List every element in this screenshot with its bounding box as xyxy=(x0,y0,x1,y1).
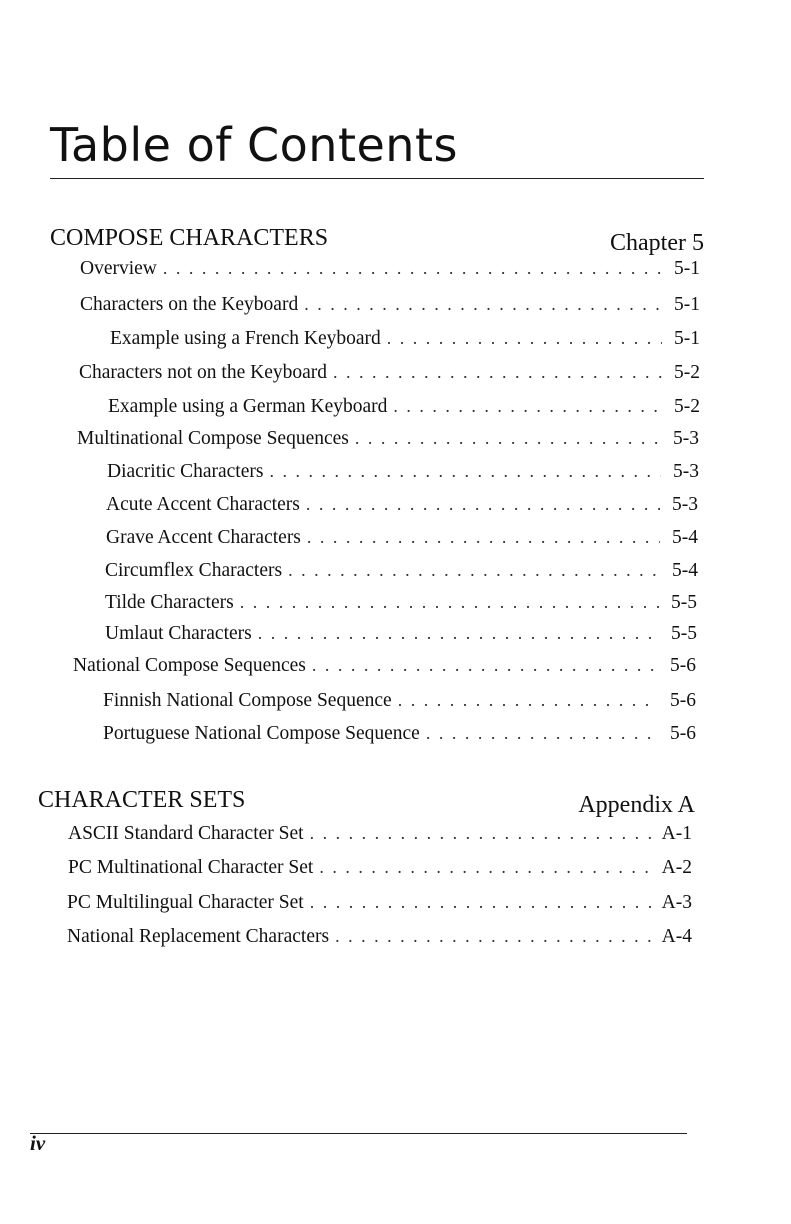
section-title-character-sets: CHARACTER SETS xyxy=(38,787,246,813)
entry-label: ASCII Standard Character Set xyxy=(68,823,304,844)
section-title-compose-characters: COMPOSE CHARACTERS xyxy=(50,225,329,251)
toc-entry[interactable] xyxy=(110,328,700,350)
dot-leader xyxy=(319,857,654,878)
toc-entry[interactable] xyxy=(105,623,697,645)
dot-leader xyxy=(258,623,659,644)
entry-page: A-4 xyxy=(661,926,692,947)
dot-leader xyxy=(387,328,662,349)
entry-page: 5-3 xyxy=(673,461,699,482)
dot-leader xyxy=(335,926,654,947)
entry-page: 5-6 xyxy=(670,655,696,676)
toc-entry[interactable] xyxy=(67,926,692,948)
entry-label: Finnish National Compose Sequence xyxy=(103,690,392,711)
toc-entry[interactable] xyxy=(103,723,696,745)
dot-leader xyxy=(310,892,654,913)
toc-entry[interactable] xyxy=(73,655,696,677)
entry-label: National Replacement Characters xyxy=(67,926,330,947)
toc-entry[interactable] xyxy=(79,362,700,384)
dot-leader xyxy=(240,592,659,613)
section-label-appendix-a: Appendix A xyxy=(578,792,695,818)
entry-page: 5-4 xyxy=(672,527,698,548)
entry-label: PC Multilingual Character Set xyxy=(67,892,304,913)
entry-page: 5-6 xyxy=(670,690,696,711)
entry-label: Example using a German Keyboard xyxy=(108,396,388,417)
dot-leader xyxy=(310,823,654,844)
entry-page: 5-1 xyxy=(674,328,700,349)
dot-leader xyxy=(398,690,658,711)
entry-label: Multinational Compose Sequences xyxy=(77,428,349,449)
entry-label: PC Multinational Character Set xyxy=(68,857,314,878)
entry-page: 5-5 xyxy=(671,623,697,644)
entry-page: A-1 xyxy=(661,823,692,844)
toc-entry[interactable] xyxy=(77,428,699,450)
entry-page: 5-1 xyxy=(674,294,700,315)
toc-entry[interactable] xyxy=(108,396,700,418)
footer-divider xyxy=(30,1133,687,1134)
entry-label: Grave Accent Characters xyxy=(106,527,301,548)
toc-entry[interactable] xyxy=(107,461,699,483)
toc-entry[interactable] xyxy=(105,592,697,614)
title-divider xyxy=(50,178,704,179)
entry-page: 5-1 xyxy=(674,258,700,279)
dot-leader xyxy=(333,362,662,383)
entry-page: 5-6 xyxy=(670,723,696,744)
dot-leader xyxy=(304,294,662,315)
toc-entry[interactable] xyxy=(80,258,700,280)
entry-page: 5-4 xyxy=(672,560,698,581)
entry-label: Characters not on the Keyboard xyxy=(79,362,327,383)
entry-page: 5-3 xyxy=(672,494,698,515)
toc-entry[interactable] xyxy=(67,892,692,914)
entry-page: A-3 xyxy=(661,892,692,913)
dot-leader xyxy=(269,461,661,482)
entry-label: Characters on the Keyboard xyxy=(80,294,299,315)
entry-page: 5-2 xyxy=(674,396,700,417)
dot-leader xyxy=(307,527,660,548)
page-title: Table of Contents xyxy=(50,118,458,172)
toc-entry[interactable] xyxy=(103,690,696,712)
entry-label: Tilde Characters xyxy=(105,592,234,613)
entry-label: National Compose Sequences xyxy=(73,655,306,676)
entry-label: Umlaut Characters xyxy=(105,623,252,644)
dot-leader xyxy=(393,396,662,417)
toc-entry[interactable] xyxy=(80,294,700,316)
page-number: iv xyxy=(30,1131,46,1155)
toc-entry[interactable] xyxy=(68,857,692,879)
dot-leader xyxy=(312,655,658,676)
toc-entry[interactable] xyxy=(68,823,692,845)
entry-label: Diacritic Characters xyxy=(107,461,264,482)
entry-page: 5-5 xyxy=(671,592,697,613)
entry-label: Circumflex Characters xyxy=(105,560,283,581)
entry-page: 5-3 xyxy=(673,428,699,449)
toc-entry[interactable] xyxy=(105,560,698,582)
dot-leader xyxy=(163,258,662,279)
toc-entry[interactable] xyxy=(106,494,698,516)
dot-leader xyxy=(355,428,661,449)
entry-page: A-2 xyxy=(661,857,692,878)
dot-leader xyxy=(306,494,660,515)
entry-label: Overview xyxy=(80,258,157,279)
entry-label: Example using a French Keyboard xyxy=(110,328,381,349)
dot-leader xyxy=(288,560,660,581)
entry-page: 5-2 xyxy=(674,362,700,383)
dot-leader xyxy=(426,723,658,744)
entry-label: Portuguese National Compose Sequence xyxy=(103,723,420,744)
toc-entry[interactable] xyxy=(106,527,698,549)
section-label-chapter-5: Chapter 5 xyxy=(610,230,704,256)
entry-label: Acute Accent Characters xyxy=(106,494,300,515)
